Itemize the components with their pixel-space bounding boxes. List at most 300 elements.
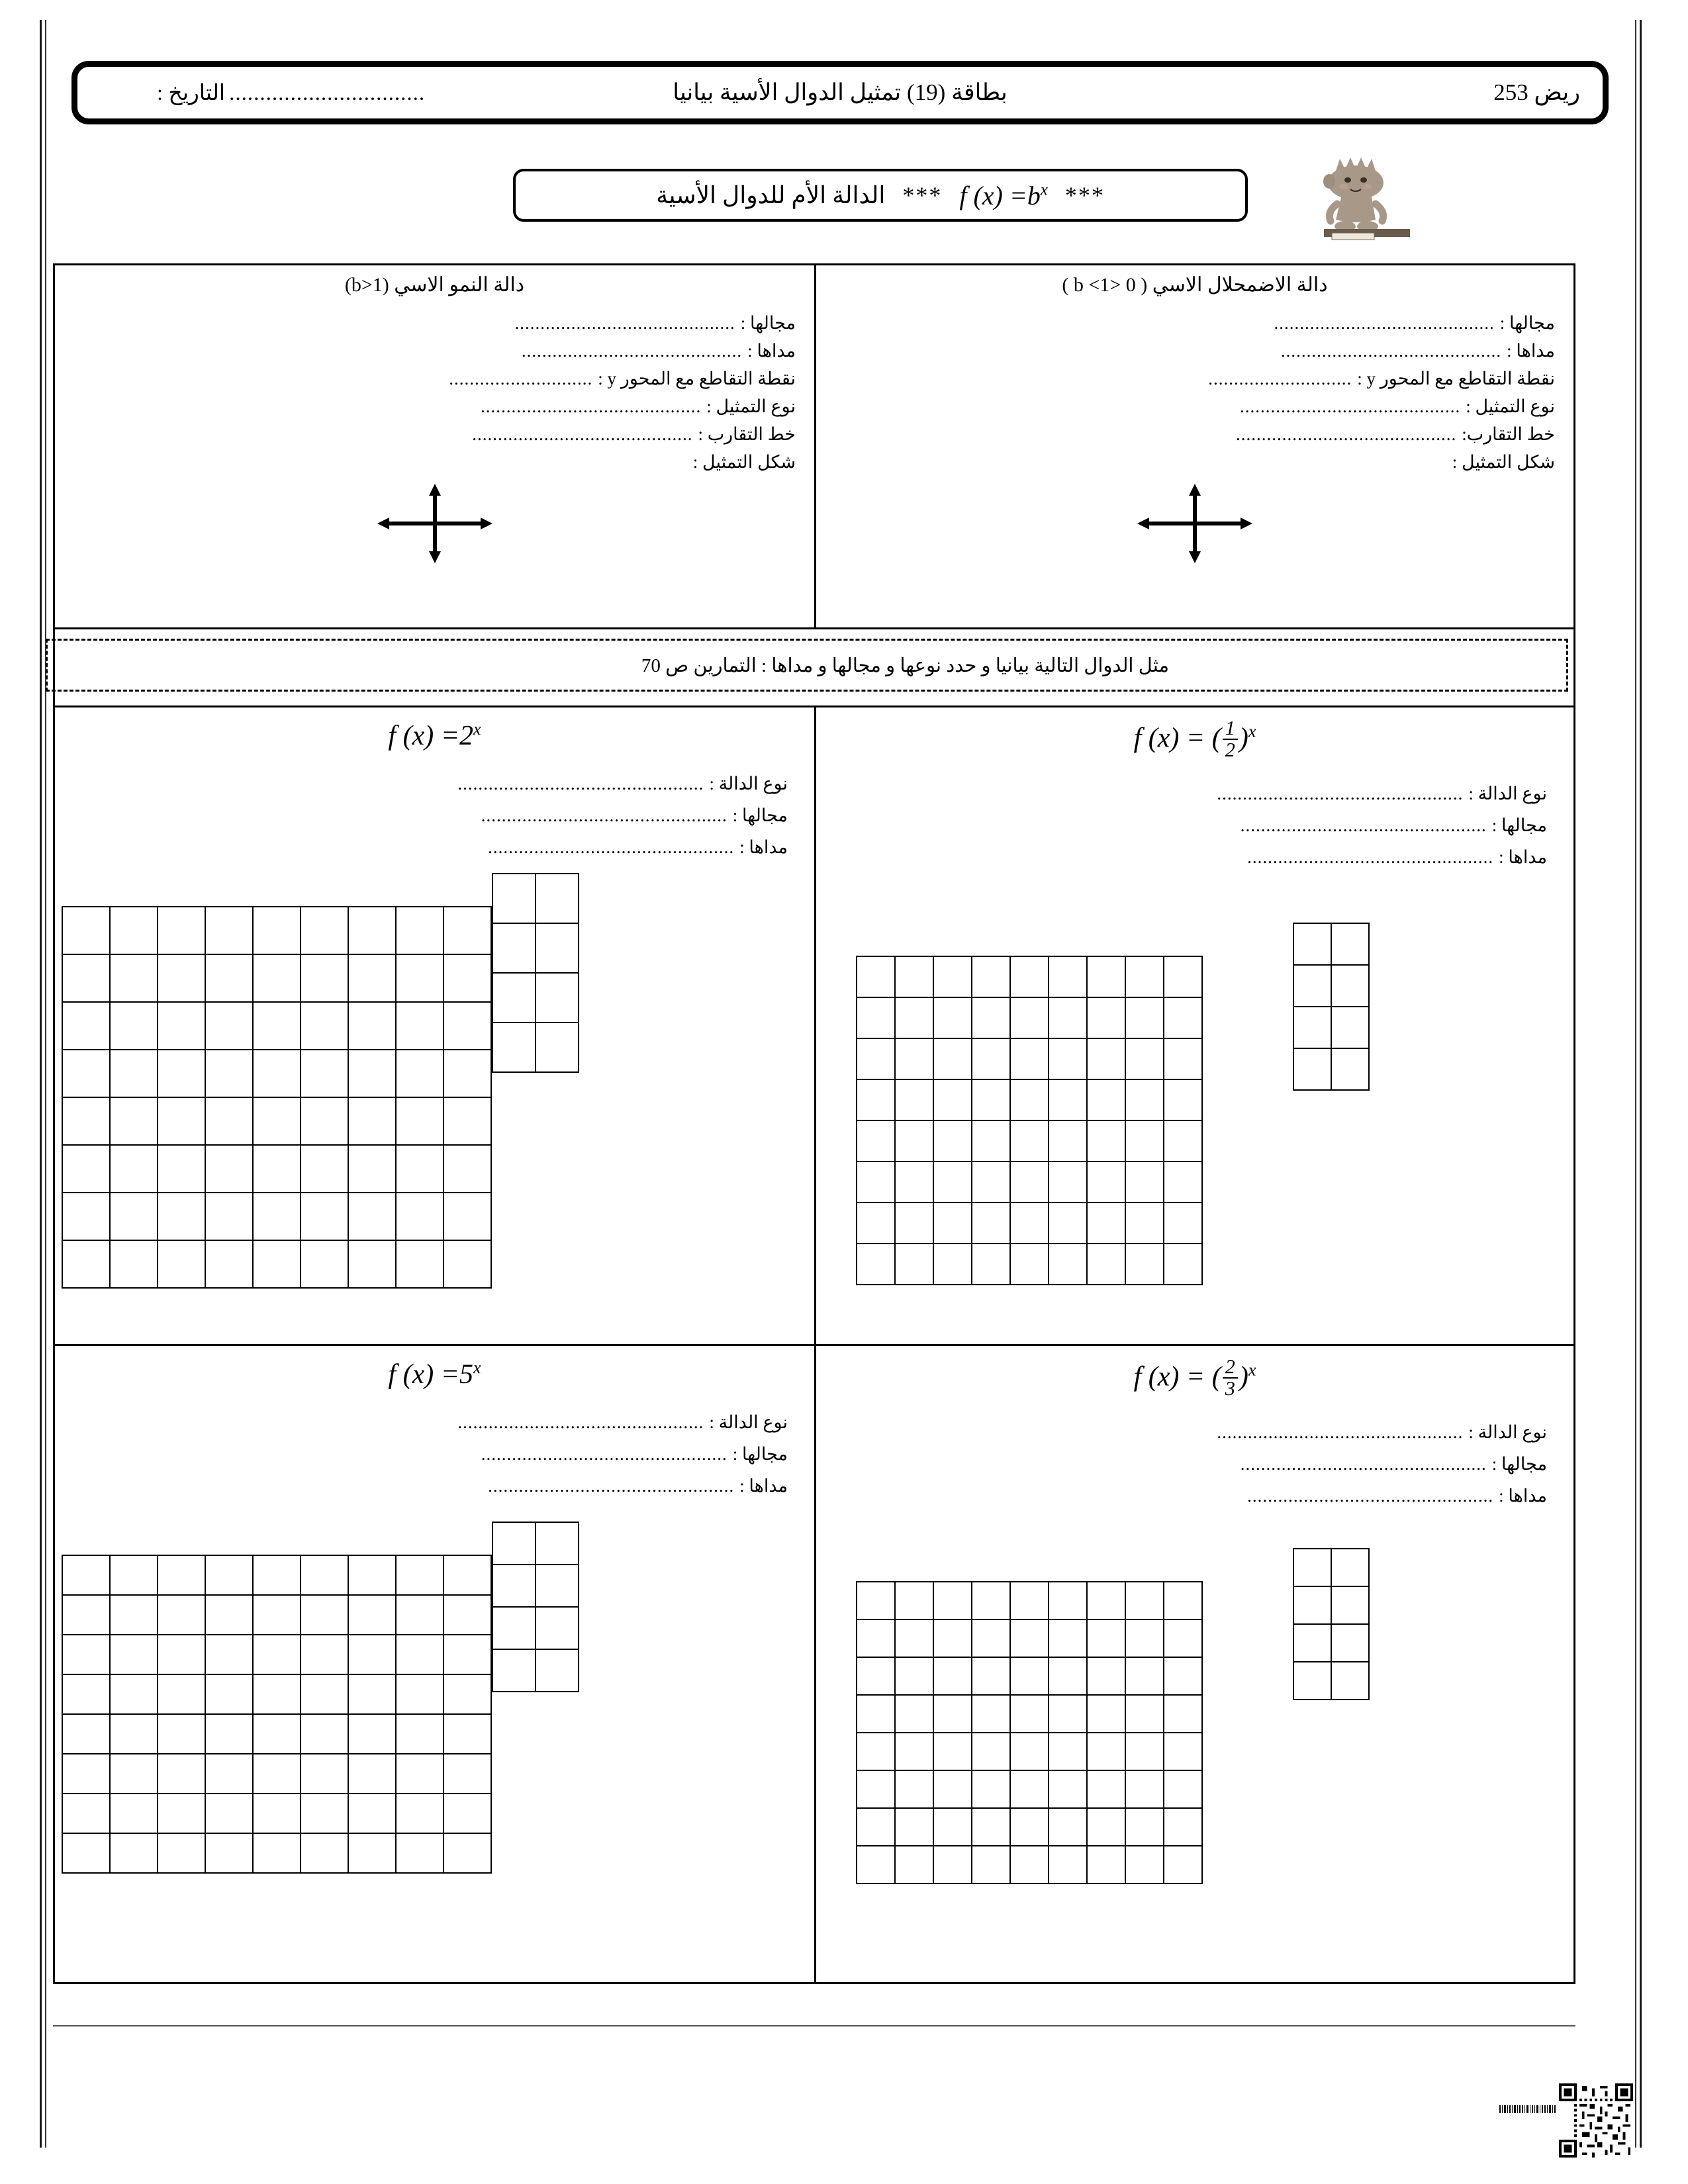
grid-cell[interactable]: [158, 1714, 205, 1754]
grid-cell[interactable]: [444, 1714, 491, 1754]
grid-cell[interactable]: [1049, 1657, 1087, 1695]
grid-cell[interactable]: [1049, 1733, 1087, 1770]
grid-cell[interactable]: [396, 954, 444, 1002]
grid-cell[interactable]: [895, 1120, 933, 1161]
grid-cell[interactable]: [933, 1695, 972, 1733]
grid-cell[interactable]: [348, 1145, 396, 1193]
grid-cell[interactable]: [1010, 1846, 1049, 1884]
growth-prop-domain[interactable]: [73, 306, 796, 334]
grid-cell[interactable]: [205, 954, 253, 1002]
grid-cell[interactable]: [1164, 1619, 1202, 1657]
growth-prop-graph-shape[interactable]: [73, 445, 796, 473]
grid-cell[interactable]: [1164, 1657, 1202, 1695]
grid-cell[interactable]: [536, 1023, 579, 1072]
grid-cell[interactable]: [972, 1657, 1010, 1695]
grid-cell[interactable]: [857, 1161, 895, 1203]
grid-cell[interactable]: [158, 1097, 205, 1145]
grid-cell[interactable]: [1331, 1624, 1369, 1662]
grid-cell[interactable]: [895, 1203, 933, 1244]
grid-cell[interactable]: [857, 1808, 895, 1846]
grid-cell[interactable]: [396, 1833, 444, 1873]
grid-cell[interactable]: [1331, 1048, 1369, 1090]
growth-prop-range[interactable]: [73, 334, 796, 361]
grid-cell[interactable]: [1125, 1038, 1164, 1079]
grid-cell[interactable]: [536, 1565, 579, 1607]
grid-cell[interactable]: [857, 1244, 895, 1285]
grid-cell[interactable]: [933, 1079, 972, 1120]
grid-cell[interactable]: [444, 954, 491, 1002]
grid-cell[interactable]: [857, 1203, 895, 1244]
qr-code[interactable]: [1559, 2083, 1633, 2158]
grid-cell[interactable]: [972, 956, 1010, 997]
grid-cell[interactable]: [895, 1808, 933, 1846]
grid-cell[interactable]: [110, 1635, 158, 1674]
grid-cell[interactable]: [972, 1695, 1010, 1733]
grid-cell[interactable]: [1293, 1048, 1331, 1090]
grid-cell[interactable]: [1164, 1770, 1202, 1808]
grid-cell[interactable]: [933, 1657, 972, 1695]
grid-cell[interactable]: [857, 1619, 895, 1657]
grid-cell[interactable]: [536, 1522, 579, 1565]
grid-cell[interactable]: [1164, 1079, 1202, 1120]
grid-cell[interactable]: [396, 1555, 444, 1595]
grid-cell[interactable]: [205, 1555, 253, 1595]
grid-cell[interactable]: [253, 1794, 301, 1833]
grid-cell[interactable]: [62, 1674, 110, 1714]
grid-cell[interactable]: [205, 1754, 253, 1794]
grid-cell[interactable]: [1125, 1079, 1164, 1120]
grid-cell[interactable]: [301, 1794, 348, 1833]
grid-cell[interactable]: [536, 874, 579, 923]
grid-cell[interactable]: [253, 1240, 301, 1288]
grid-cell[interactable]: [110, 1833, 158, 1873]
grid-cell[interactable]: [895, 1695, 933, 1733]
prop-function-type[interactable]: [843, 1411, 1547, 1443]
grid-cell[interactable]: [110, 1674, 158, 1714]
grid-cell[interactable]: [62, 1555, 110, 1595]
grid-cell[interactable]: [1010, 1657, 1049, 1695]
grid-cell[interactable]: [536, 973, 579, 1023]
grid-cell[interactable]: [857, 1770, 895, 1808]
grid-cell[interactable]: [1293, 923, 1331, 965]
grid-cell[interactable]: [492, 923, 536, 973]
grid-cell[interactable]: [857, 1120, 895, 1161]
grid-cell[interactable]: [1087, 1695, 1125, 1733]
grid-cell[interactable]: [205, 1240, 253, 1288]
grid-cell[interactable]: [444, 1674, 491, 1714]
grid-cell[interactable]: [158, 1240, 205, 1288]
grid-cell[interactable]: [857, 1846, 895, 1884]
grid-cell[interactable]: [444, 1833, 491, 1873]
grid-cell[interactable]: [1049, 1203, 1087, 1244]
grid-cell[interactable]: [301, 954, 348, 1002]
grid-cell[interactable]: [1010, 1161, 1049, 1203]
grid-cell[interactable]: [1010, 1695, 1049, 1733]
grid-cell[interactable]: [253, 1674, 301, 1714]
grid-cell[interactable]: [1010, 1120, 1049, 1161]
decay-prop-graph-type[interactable]: [835, 389, 1555, 417]
grid-cell[interactable]: [933, 1808, 972, 1846]
grid-cell[interactable]: [301, 1002, 348, 1050]
grid-cell[interactable]: [110, 1595, 158, 1635]
grid-cell[interactable]: [1331, 965, 1369, 1007]
grid-cell[interactable]: [205, 1193, 253, 1240]
grid-cell[interactable]: [205, 1050, 253, 1097]
grid-cell[interactable]: [158, 1754, 205, 1794]
grid-cell[interactable]: [1125, 1846, 1164, 1884]
graph-grid[interactable]: [62, 906, 492, 1289]
grid-cell[interactable]: [1010, 997, 1049, 1038]
grid-cell[interactable]: [301, 1833, 348, 1873]
grid-cell[interactable]: [444, 1754, 491, 1794]
prop-domain[interactable]: [843, 804, 1547, 836]
grid-cell[interactable]: [62, 1794, 110, 1833]
grid-cell[interactable]: [396, 1002, 444, 1050]
grid-cell[interactable]: [348, 1674, 396, 1714]
grid-cell[interactable]: [492, 1607, 536, 1649]
grid-cell[interactable]: [253, 1555, 301, 1595]
grid-cell[interactable]: [933, 956, 972, 997]
grid-cell[interactable]: [110, 1240, 158, 1288]
grid-cell[interactable]: [158, 907, 205, 954]
grid-cell[interactable]: [348, 1193, 396, 1240]
grid-cell[interactable]: [253, 1193, 301, 1240]
grid-cell[interactable]: [62, 954, 110, 1002]
grid-cell[interactable]: [205, 1714, 253, 1754]
grid-cell[interactable]: [857, 1038, 895, 1079]
grid-cell[interactable]: [1049, 1770, 1087, 1808]
grid-cell[interactable]: [205, 1097, 253, 1145]
grid-cell[interactable]: [1087, 1244, 1125, 1285]
grid-cell[interactable]: [62, 1050, 110, 1097]
grid-cell[interactable]: [1125, 1808, 1164, 1846]
grid-cell[interactable]: [972, 1120, 1010, 1161]
grid-cell[interactable]: [62, 1002, 110, 1050]
grid-cell[interactable]: [1125, 1733, 1164, 1770]
date-field[interactable]: [157, 79, 425, 106]
grid-cell[interactable]: [396, 1754, 444, 1794]
grid-cell[interactable]: [205, 1002, 253, 1050]
grid-cell[interactable]: [253, 1595, 301, 1635]
grid-cell[interactable]: [1010, 1038, 1049, 1079]
grid-cell[interactable]: [158, 1002, 205, 1050]
grid-cell[interactable]: [857, 1657, 895, 1695]
grid-cell[interactable]: [1049, 1619, 1087, 1657]
grid-cell[interactable]: [158, 1555, 205, 1595]
grid-cell[interactable]: [110, 954, 158, 1002]
graph-grid[interactable]: [62, 1555, 492, 1874]
grid-cell[interactable]: [110, 1050, 158, 1097]
grid-cell[interactable]: [895, 1079, 933, 1120]
grid-cell[interactable]: [62, 1595, 110, 1635]
grid-cell[interactable]: [348, 1833, 396, 1873]
grid-cell[interactable]: [348, 1097, 396, 1145]
grid-cell[interactable]: [1164, 1120, 1202, 1161]
grid-cell[interactable]: [1049, 1161, 1087, 1203]
grid-cell[interactable]: [110, 1002, 158, 1050]
prop-function-type[interactable]: [843, 772, 1547, 804]
grid-cell[interactable]: [158, 1674, 205, 1714]
grid-cell[interactable]: [972, 1846, 1010, 1884]
grid-cell[interactable]: [1164, 1203, 1202, 1244]
grid-cell[interactable]: [536, 1607, 579, 1649]
grid-cell[interactable]: [348, 1754, 396, 1794]
grid-cell[interactable]: [1125, 1695, 1164, 1733]
grid-cell[interactable]: [110, 1714, 158, 1754]
grid-cell[interactable]: [933, 1161, 972, 1203]
grid-cell[interactable]: [1010, 956, 1049, 997]
grid-cell[interactable]: [348, 1635, 396, 1674]
grid-cell[interactable]: [1087, 1203, 1125, 1244]
grid-cell[interactable]: [933, 1846, 972, 1884]
grid-cell[interactable]: [1293, 1007, 1331, 1048]
grid-cell[interactable]: [158, 1635, 205, 1674]
grid-cell[interactable]: [253, 1002, 301, 1050]
grid-cell[interactable]: [857, 1695, 895, 1733]
grid-cell[interactable]: [205, 1145, 253, 1193]
grid-cell[interactable]: [972, 1733, 1010, 1770]
value-table[interactable]: [492, 873, 579, 1073]
grid-cell[interactable]: [1049, 997, 1087, 1038]
grid-cell[interactable]: [253, 1754, 301, 1794]
prop-domain[interactable]: [81, 1433, 788, 1465]
grid-cell[interactable]: [396, 1595, 444, 1635]
grid-cell[interactable]: [1010, 1244, 1049, 1285]
growth-prop-y-intercept[interactable]: [73, 361, 796, 389]
grid-cell[interactable]: [933, 1733, 972, 1770]
grid-cell[interactable]: [972, 1770, 1010, 1808]
grid-cell[interactable]: [972, 1161, 1010, 1203]
grid-cell[interactable]: [348, 907, 396, 954]
grid-cell[interactable]: [972, 1038, 1010, 1079]
grid-cell[interactable]: [933, 1582, 972, 1619]
value-table[interactable]: [1293, 1548, 1370, 1700]
prop-range[interactable]: [843, 836, 1547, 868]
grid-cell[interactable]: [205, 907, 253, 954]
grid-cell[interactable]: [396, 1193, 444, 1240]
grid-cell[interactable]: [110, 1097, 158, 1145]
grid-cell[interactable]: [158, 1050, 205, 1097]
grid-cell[interactable]: [1087, 956, 1125, 997]
grid-cell[interactable]: [253, 1097, 301, 1145]
grid-cell[interactable]: [1087, 1079, 1125, 1120]
grid-cell[interactable]: [1331, 1549, 1369, 1586]
grid-cell[interactable]: [1164, 997, 1202, 1038]
prop-domain[interactable]: [81, 794, 788, 826]
grid-cell[interactable]: [933, 1770, 972, 1808]
grid-cell[interactable]: [62, 1714, 110, 1754]
grid-cell[interactable]: [1049, 1038, 1087, 1079]
grid-cell[interactable]: [895, 1657, 933, 1695]
grid-cell[interactable]: [444, 1002, 491, 1050]
grid-cell[interactable]: [1087, 997, 1125, 1038]
grid-cell[interactable]: [1293, 1624, 1331, 1662]
grid-cell[interactable]: [205, 1794, 253, 1833]
grid-cell[interactable]: [1087, 1038, 1125, 1079]
grid-cell[interactable]: [1125, 1120, 1164, 1161]
grid-cell[interactable]: [933, 1203, 972, 1244]
grid-cell[interactable]: [253, 1714, 301, 1754]
grid-cell[interactable]: [1049, 956, 1087, 997]
grid-cell[interactable]: [62, 1193, 110, 1240]
grid-cell[interactable]: [396, 1714, 444, 1754]
grid-cell[interactable]: [444, 907, 491, 954]
grid-cell[interactable]: [110, 907, 158, 954]
grid-cell[interactable]: [301, 1240, 348, 1288]
grid-cell[interactable]: [444, 1145, 491, 1193]
grid-cell[interactable]: [536, 923, 579, 973]
grid-cell[interactable]: [158, 1833, 205, 1873]
grid-cell[interactable]: [972, 1203, 1010, 1244]
grid-cell[interactable]: [492, 1023, 536, 1072]
grid-cell[interactable]: [444, 1555, 491, 1595]
grid-cell[interactable]: [1293, 965, 1331, 1007]
grid-cell[interactable]: [857, 1582, 895, 1619]
grid-cell[interactable]: [1164, 1244, 1202, 1285]
grid-cell[interactable]: [1049, 1582, 1087, 1619]
grid-cell[interactable]: [972, 1244, 1010, 1285]
grid-cell[interactable]: [972, 997, 1010, 1038]
grid-cell[interactable]: [348, 1050, 396, 1097]
grid-cell[interactable]: [1293, 1662, 1331, 1700]
prop-function-type[interactable]: [81, 1401, 788, 1433]
decay-prop-domain[interactable]: [835, 306, 1555, 334]
grid-cell[interactable]: [1010, 1808, 1049, 1846]
grid-cell[interactable]: [857, 1733, 895, 1770]
grid-cell[interactable]: [62, 1833, 110, 1873]
grid-cell[interactable]: [110, 1145, 158, 1193]
grid-cell[interactable]: [205, 1635, 253, 1674]
grid-cell[interactable]: [348, 1595, 396, 1635]
grid-cell[interactable]: [1049, 1695, 1087, 1733]
graph-grid[interactable]: [856, 956, 1203, 1285]
grid-cell[interactable]: [933, 997, 972, 1038]
grid-cell[interactable]: [62, 1635, 110, 1674]
grid-cell[interactable]: [1125, 956, 1164, 997]
grid-cell[interactable]: [1010, 1582, 1049, 1619]
grid-cell[interactable]: [348, 1714, 396, 1754]
decay-prop-y-intercept[interactable]: [835, 361, 1555, 389]
grid-cell[interactable]: [1010, 1203, 1049, 1244]
grid-cell[interactable]: [1087, 1161, 1125, 1203]
grid-cell[interactable]: [895, 1161, 933, 1203]
grid-cell[interactable]: [895, 956, 933, 997]
grid-cell[interactable]: [1087, 1657, 1125, 1695]
grid-cell[interactable]: [158, 954, 205, 1002]
grid-cell[interactable]: [1049, 1079, 1087, 1120]
grid-cell[interactable]: [158, 1193, 205, 1240]
grid-cell[interactable]: [301, 1555, 348, 1595]
growth-prop-graph-type[interactable]: [73, 389, 796, 417]
grid-cell[interactable]: [1164, 1733, 1202, 1770]
grid-cell[interactable]: [110, 1193, 158, 1240]
grid-cell[interactable]: [492, 1565, 536, 1607]
grid-cell[interactable]: [158, 1794, 205, 1833]
grid-cell[interactable]: [348, 954, 396, 1002]
grid-cell[interactable]: [857, 1079, 895, 1120]
grid-cell[interactable]: [396, 1635, 444, 1674]
grid-cell[interactable]: [1049, 1808, 1087, 1846]
grid-cell[interactable]: [301, 1097, 348, 1145]
grid-cell[interactable]: [444, 1595, 491, 1635]
decay-prop-range[interactable]: [835, 334, 1555, 361]
grid-cell[interactable]: [895, 1733, 933, 1770]
grid-cell[interactable]: [1010, 1619, 1049, 1657]
grid-cell[interactable]: [253, 1145, 301, 1193]
grid-cell[interactable]: [1087, 1770, 1125, 1808]
grid-cell[interactable]: [1010, 1733, 1049, 1770]
grid-cell[interactable]: [253, 1833, 301, 1873]
grid-cell[interactable]: [1087, 1808, 1125, 1846]
grid-cell[interactable]: [1087, 1582, 1125, 1619]
grid-cell[interactable]: [1125, 1161, 1164, 1203]
grid-cell[interactable]: [301, 1145, 348, 1193]
grid-cell[interactable]: [110, 1794, 158, 1833]
grid-cell[interactable]: [933, 1619, 972, 1657]
grid-cell[interactable]: [301, 1635, 348, 1674]
grid-cell[interactable]: [1125, 1582, 1164, 1619]
grid-cell[interactable]: [396, 1050, 444, 1097]
grid-cell[interactable]: [1125, 1244, 1164, 1285]
grid-cell[interactable]: [62, 1754, 110, 1794]
grid-cell[interactable]: [895, 1244, 933, 1285]
grid-cell[interactable]: [110, 1555, 158, 1595]
grid-cell[interactable]: [895, 1846, 933, 1884]
decay-prop-graph-shape[interactable]: [835, 445, 1555, 473]
grid-cell[interactable]: [348, 1240, 396, 1288]
grid-cell[interactable]: [301, 1193, 348, 1240]
grid-cell[interactable]: [348, 1794, 396, 1833]
grid-cell[interactable]: [492, 973, 536, 1023]
grid-cell[interactable]: [1125, 1657, 1164, 1695]
graph-grid[interactable]: [856, 1581, 1203, 1884]
grid-cell[interactable]: [205, 1833, 253, 1873]
grid-cell[interactable]: [1087, 1846, 1125, 1884]
grid-cell[interactable]: [1087, 1120, 1125, 1161]
grid-cell[interactable]: [1125, 1619, 1164, 1657]
grid-cell[interactable]: [972, 1808, 1010, 1846]
grid-cell[interactable]: [301, 907, 348, 954]
grid-cell[interactable]: [253, 1050, 301, 1097]
grid-cell[interactable]: [1010, 1079, 1049, 1120]
grid-cell[interactable]: [444, 1635, 491, 1674]
grid-cell[interactable]: [301, 1754, 348, 1794]
grid-cell[interactable]: [348, 1555, 396, 1595]
grid-cell[interactable]: [253, 1635, 301, 1674]
grid-cell[interactable]: [1049, 1120, 1087, 1161]
grid-cell[interactable]: [1331, 923, 1369, 965]
growth-prop-asymptote[interactable]: [73, 417, 796, 445]
grid-cell[interactable]: [492, 874, 536, 923]
grid-cell[interactable]: [1293, 1549, 1331, 1586]
value-table[interactable]: [1293, 923, 1370, 1091]
grid-cell[interactable]: [1164, 1808, 1202, 1846]
grid-cell[interactable]: [205, 1595, 253, 1635]
grid-cell[interactable]: [301, 1050, 348, 1097]
grid-cell[interactable]: [62, 1145, 110, 1193]
grid-cell[interactable]: [1331, 1662, 1369, 1700]
grid-cell[interactable]: [933, 1120, 972, 1161]
grid-cell[interactable]: [301, 1595, 348, 1635]
prop-range[interactable]: [81, 1465, 788, 1496]
grid-cell[interactable]: [1331, 1586, 1369, 1624]
grid-cell[interactable]: [253, 954, 301, 1002]
grid-cell[interactable]: [158, 1145, 205, 1193]
grid-cell[interactable]: [933, 1038, 972, 1079]
grid-cell[interactable]: [895, 1038, 933, 1079]
grid-cell[interactable]: [396, 1674, 444, 1714]
grid-cell[interactable]: [253, 907, 301, 954]
